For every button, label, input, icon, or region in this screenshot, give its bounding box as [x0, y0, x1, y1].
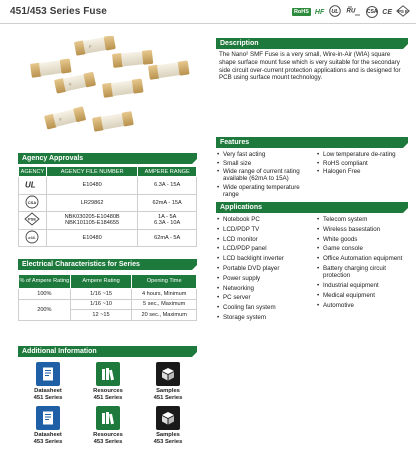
resources-icon — [96, 362, 120, 386]
fuse-component — [102, 78, 144, 97]
column-header: AGENCY — [19, 167, 47, 177]
opening-time: 4 hours, Minimum — [132, 289, 197, 300]
datasheet-453-link[interactable] — [18, 406, 78, 445]
fuse-component — [44, 106, 86, 129]
file-number: E10480 — [46, 229, 137, 247]
applications-heading: Applications — [216, 202, 408, 213]
list-item: • Industrial equipment — [317, 281, 379, 289]
fuse-component — [112, 50, 153, 68]
list-item: • Notebook PC — [217, 216, 260, 223]
samples-453-link[interactable] — [138, 406, 198, 445]
list-item: • LCD/PDP TV — [217, 225, 260, 233]
csa-logo-icon — [19, 194, 47, 212]
fuse-component — [74, 36, 116, 56]
description-heading: Description — [216, 38, 408, 49]
ampere-rating: 12 ~15 — [70, 310, 132, 321]
datasheet-icon — [36, 406, 60, 430]
tile-label: Samples 451 Series — [153, 388, 183, 401]
list-item: • Small size — [217, 159, 252, 167]
fuse-component — [92, 111, 134, 132]
list-item: • LCD/PDP panel — [217, 245, 267, 253]
page-header — [0, 0, 416, 24]
agency-approvals-heading: Agency Approvals — [18, 153, 197, 164]
svg-text:PS E: PS E — [397, 8, 409, 14]
table-row — [19, 177, 197, 195]
datasheet-451-link[interactable] — [18, 362, 78, 401]
ampere-range: 62mA - 5A — [138, 229, 197, 247]
table-header-row — [19, 275, 197, 289]
list-item: • Very fast acting — [217, 151, 266, 158]
cul-logo-icon — [19, 229, 47, 247]
resources-icon — [96, 406, 120, 430]
fuse-component — [148, 60, 190, 79]
list-item: • Wide operating temperature range — [217, 183, 300, 198]
list-item: • LCD backlight inverter — [217, 255, 284, 263]
tile-label: Resources 451 Series — [93, 388, 123, 401]
halogen-free-badge: HF — [314, 8, 325, 16]
product-photo — [26, 36, 196, 146]
list-item: • Wide range of current rating available (62mA to 15A) — [217, 168, 300, 183]
list-item: • Portable DVD player — [217, 264, 280, 272]
samples-icon — [156, 362, 180, 386]
ul-icon — [328, 5, 342, 19]
column-header: % of Ampere Rating — [19, 275, 71, 289]
samples-icon — [156, 406, 180, 430]
table-row — [19, 229, 197, 247]
column-header: Opening Time — [132, 275, 197, 289]
list-item: • Battery charging circuit protection — [317, 264, 386, 280]
tile-label: Datasheet 451 Series — [33, 388, 63, 401]
percent-rating: 100% — [19, 289, 71, 300]
tile-label: Datasheet 453 Series — [33, 432, 63, 445]
list-item: • Game console — [317, 245, 363, 253]
opening-time: 5 sec., Maximum — [132, 299, 197, 310]
description-text: The Nano² SMF Fuse is a very small, Wire-in-Air (WIA) square shape surface mount fuse which is very suitable for the secondary side circuit over-current protection applications and is designed for PCB using surface mount technology. — [219, 51, 401, 82]
list-item: • LCD monitor — [217, 235, 258, 243]
svg-text:F: F — [88, 44, 92, 50]
datasheet-icon — [36, 362, 60, 386]
page-title: 451/453 Series Fuse — [10, 6, 107, 17]
svg-text:PSE: PSE — [28, 216, 37, 222]
electrical-characteristics-table — [18, 274, 197, 321]
applications-list — [216, 216, 410, 321]
list-item: • Low temperature de-rating — [317, 151, 396, 158]
resources-453-link[interactable] — [78, 406, 138, 445]
svg-text:UL: UL — [331, 9, 339, 16]
list-item: • Power supply — [217, 274, 261, 282]
svg-text:ᴿᵁ: ᴿᵁ — [346, 6, 356, 17]
table-row — [19, 212, 197, 230]
list-item: • White goods — [317, 235, 358, 243]
svg-text:CSA: CSA — [28, 199, 37, 205]
samples-451-link[interactable] — [138, 362, 198, 401]
electrical-characteristics-heading: Electrical Characteristics for Series — [18, 259, 197, 270]
opening-time: 20 sec., Maximum — [132, 310, 197, 321]
pse-icon — [396, 5, 410, 19]
svg-text:F: F — [68, 81, 73, 87]
table-row — [19, 299, 197, 310]
column-header: Ampere Rating — [70, 275, 132, 289]
table-header-row — [19, 167, 197, 177]
svg-text:F: F — [58, 116, 63, 123]
list-item: • Automotive — [317, 301, 354, 309]
features-heading: Features — [216, 137, 408, 148]
tile-label: Resources 453 Series — [93, 432, 123, 445]
table-row — [19, 289, 197, 300]
svg-text:cUL: cUL — [28, 234, 37, 240]
additional-information-heading: Additional Information — [18, 346, 197, 357]
svg-text:UL: UL — [25, 180, 37, 190]
fuse-component — [54, 72, 96, 94]
ampere-range-line: 1A - 5A 6.3A - 10A — [154, 213, 181, 227]
tile-label: Samples 453 Series — [153, 432, 183, 445]
ce-mark-icon: CE — [382, 8, 392, 16]
list-item: • Medical equipment — [317, 291, 375, 299]
percent-rating: 200% — [19, 299, 71, 320]
list-item: • Cooling fan system — [217, 304, 276, 312]
agency-approvals-table — [18, 166, 197, 247]
list-item: • PC server — [217, 294, 251, 302]
ampere-rating: 1/16 ~15 — [70, 289, 132, 300]
list-item: • Halogen Free — [317, 168, 361, 175]
resources-451-link[interactable] — [78, 362, 138, 401]
list-item: • Storage system — [217, 313, 266, 321]
list-item: • Wireless basestation — [317, 225, 381, 233]
list-item: • Networking — [217, 284, 254, 292]
column-header: AMPERE RANGE — [138, 167, 197, 177]
file-number — [46, 212, 137, 230]
ampere-range: 62mA - 15A — [138, 194, 197, 212]
rohs-badge: RoHS — [293, 9, 309, 15]
table-row — [19, 194, 197, 212]
list-item: • Office Automation equipment — [317, 255, 403, 263]
ampere-rating: 1/16 ~10 — [70, 299, 132, 310]
ampere-range: 6.3A - 15A — [138, 177, 197, 195]
ul-recognized-icon — [19, 177, 47, 195]
certification-marks — [292, 5, 410, 19]
csa-icon: CSA — [366, 6, 378, 18]
ampere-range — [138, 212, 197, 230]
additional-information-links — [18, 362, 198, 445]
file-number: E10480 — [46, 177, 137, 195]
pse-logo-icon — [19, 212, 47, 230]
features-list — [216, 151, 410, 198]
column-header: AGENCY FILE NUMBER — [46, 167, 137, 177]
file-number: LR29862 — [46, 194, 137, 212]
recognized-component-icon — [346, 5, 362, 19]
file-number-line: NBK030205-E10480B NBK101105-E184655 — [64, 213, 120, 227]
list-item: • RoHS compliant — [317, 159, 368, 167]
list-item: • Telecom system — [317, 216, 368, 223]
fuse-component — [30, 58, 72, 77]
